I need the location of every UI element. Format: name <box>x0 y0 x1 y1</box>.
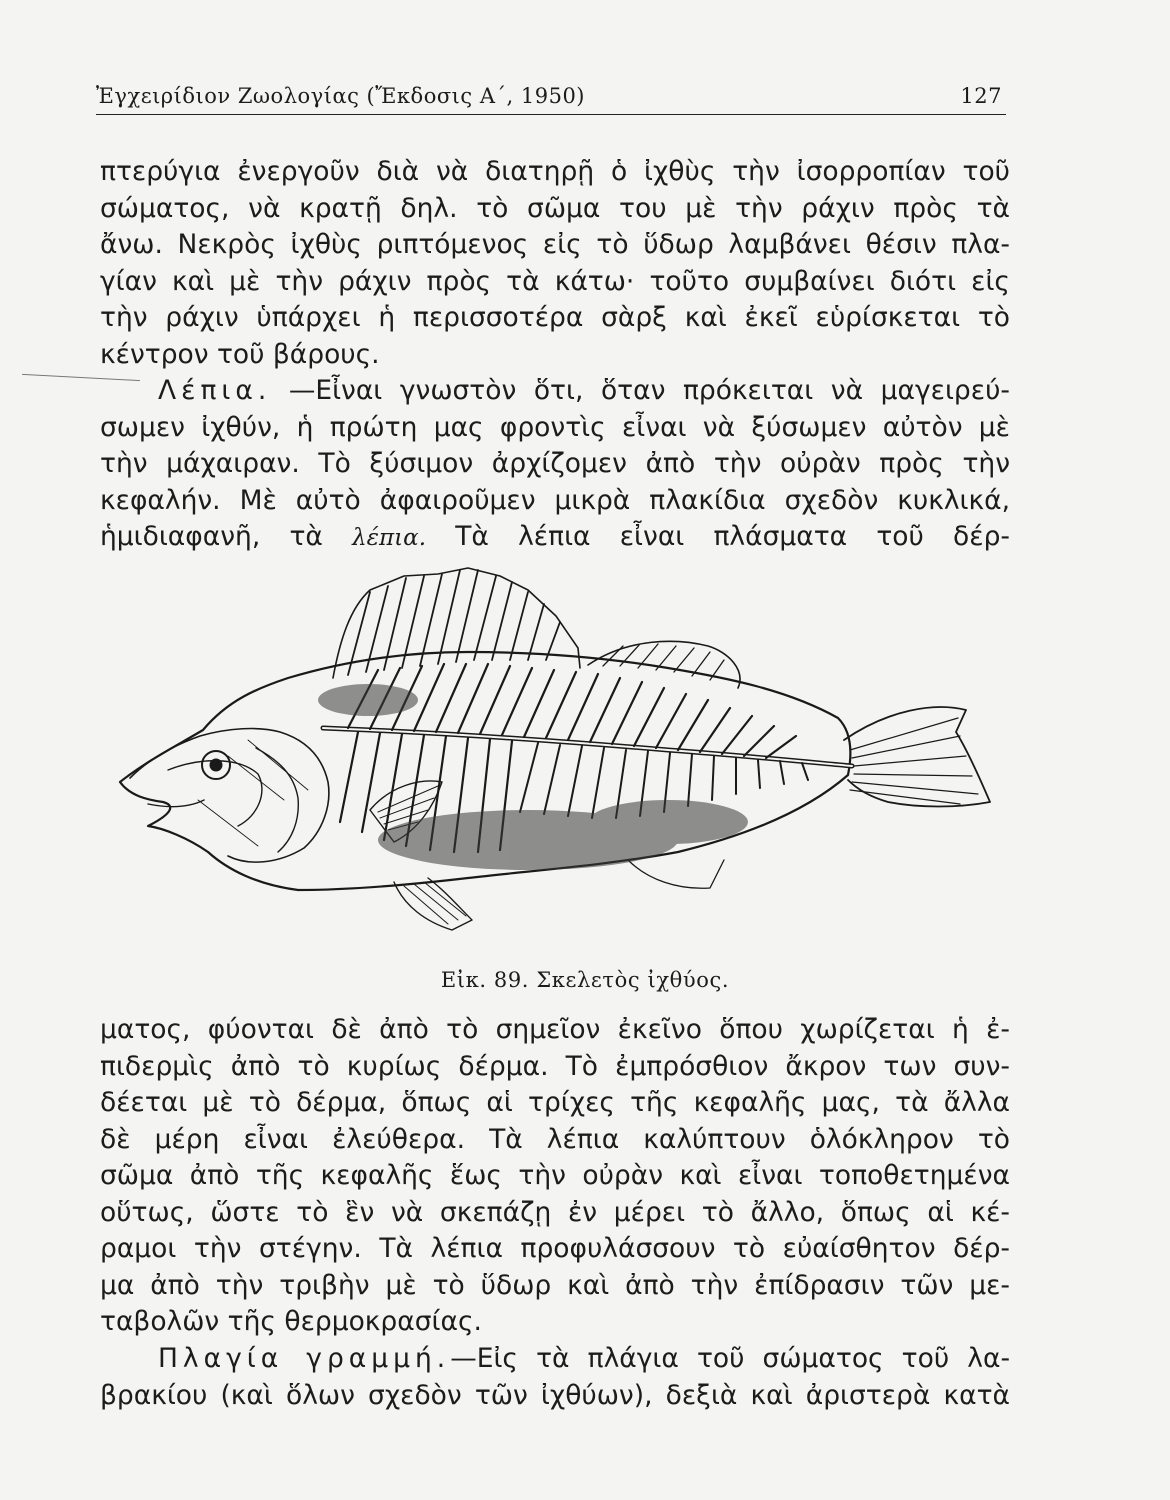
text-line: βρακίου (καὶ ὅλων σχεδὸν τῶν ἰχθύων), δεξιὰ καὶ ἀριστερὰ κατὰ <box>100 1379 1010 1411</box>
text-line <box>100 519 1010 556</box>
text-line: σῶμα ἀπὸ τῆς κεφαλῆς ἕως τὴν οὐρὰν καὶ εἶναι τοποθετημένα <box>100 1160 1010 1191</box>
text-line: κέντρον τοῦ βάρους. <box>100 338 380 370</box>
text-line: οὕτως, ὥστε τὸ ἓν νὰ σκεπάζῃ ἐν μέρει τὸ ἄλλο, ὅπως αἱ κέ- <box>100 1196 1010 1228</box>
text-line: σωμεν ἰχθύν, ἡ πρώτη μας φροντὶς εἶναι νὰ ξύσωμεν αὐτὸν μὲ <box>100 411 1010 443</box>
book-title: Ἐγχειρίδιον Ζωολογίας (Ἔκδοσις Α΄, 1950) <box>96 84 585 108</box>
fish-skeleton-illustration <box>108 560 998 960</box>
paragraph-scales <box>100 373 1010 556</box>
text-run: ἡμιδιαφανῆ, τὰ <box>100 521 323 552</box>
text-line: τὴν ράχιν ὑπάρχει ἡ περισσοτέρα σὰρξ καὶ ἐκεῖ εὑρίσκεται τὸ <box>100 302 1010 333</box>
text-line: ταβολῶν τῆς θερμοκρασίας. <box>100 1306 482 1337</box>
text-run: —Εἶναι γνωστὸν ὅτι, ὅταν πρόκειται νὰ μαγειρεύ- <box>288 375 1010 406</box>
text-run: —Εἰς τὰ πλάγια τοῦ σώματος τοῦ λα- <box>450 1343 1010 1374</box>
text-line <box>100 373 1010 410</box>
paragraph-fins <box>100 154 1010 373</box>
italic-term: λέπια. <box>352 525 427 551</box>
text-line <box>100 1341 1010 1378</box>
text-line: κεφαλήν. Μὲ αὐτὸ ἀφαιροῦμεν μικρὰ πλακίδια σχεδὸν κυκλικά, <box>100 484 1010 516</box>
running-header <box>96 80 1006 115</box>
text-line: ἄνω. Νεκρὸς ἰχθὺς ριπτόμενος εἰς τὸ ὕδωρ λαμβάνει θέσιν πλα- <box>100 229 1010 260</box>
text-line: δὲ μέρη εἶναι ἐλεύθερα. Τὰ λέπια καλύπτουν ὁλόκληρον τὸ <box>100 1123 1010 1155</box>
paragraph-scales-continued <box>100 1012 1010 1341</box>
text-line: πτερύγια ἐνεργοῦν διὰ νὰ διατηρῇ ὁ ἰχθὺς τὴν ἰσορροπίαν τοῦ <box>100 156 1010 187</box>
text-line: σώματος, νὰ κρατῇ δηλ. τὸ σῶμα του μὲ τὴν ράχιν πρὸς τὰ <box>100 192 1010 224</box>
text-line: γίαν καὶ μὲ τὴν ράχιν πρὸς τὰ κάτω· τοῦτο συμβαίνει διότι εἰς <box>100 265 1010 297</box>
text-line: μα ἀπὸ τὴν τριβὴν μὲ τὸ ὕδωρ καὶ ἀπὸ τὴν ἐπίδρασιν τῶν με- <box>100 1269 1010 1301</box>
text-line: τὴν μάχαιραν. Τὸ ξύσιμον ἀρχίζομεν ἀπὸ τὴν οὐρὰν πρὸς τὴν <box>100 448 1010 479</box>
text-line: πιδερμὶς ἀπὸ τὸ κυρίως δέρμα. Τὸ ἐμπρόσθιον ἄκρον των συν- <box>100 1050 1010 1082</box>
section-heading-lateral-line: Πλαγία γραμμή. <box>158 1343 451 1374</box>
text-run: Τὰ λέπια εἶναι πλάσματα τοῦ δέρ- <box>455 521 1010 552</box>
section-heading-scales: Λέπια. <box>158 375 272 406</box>
text-line: ραμοι τὴν στέγην. Τὰ λέπια προφυλάσσουν τὸ εὐαίσθητον δέρ- <box>100 1233 1010 1264</box>
figure-caption: Εἰκ. 89. Σκελετὸς ἰχθύος. <box>440 968 730 992</box>
text-line: δέεται μὲ τὸ δέρμα, ὅπως αἱ τρίχες τῆς κεφαλῆς μας, τὰ ἄλλα <box>100 1087 1010 1118</box>
paragraph-lateral-line <box>100 1341 1010 1414</box>
page-number: 127 <box>960 84 1002 108</box>
text-line: ματος, φύονται δὲ ἀπὸ τὸ σημεῖον ἐκεῖνο ὅπου χωρίζεται ἡ ἐ- <box>100 1014 1010 1045</box>
